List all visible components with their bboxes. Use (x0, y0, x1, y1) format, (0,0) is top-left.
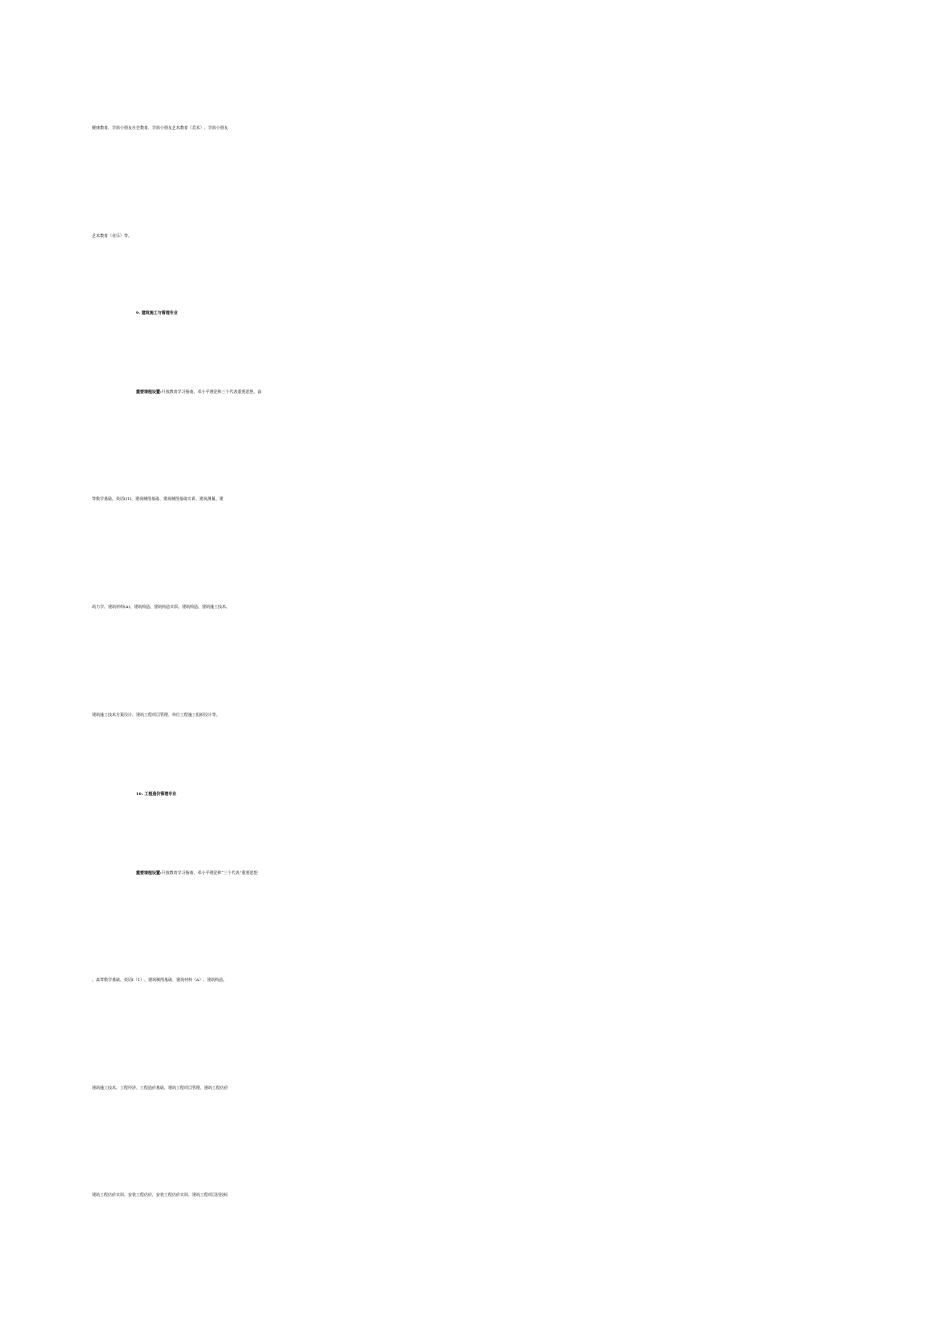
section10-body-line-1 (136, 859, 926, 887)
section9-heading: 9. 建筑施工与管理专业 (136, 310, 178, 315)
section8-body-line-1: 健康教育、学前小朋友社会教育、学前小朋友艺术教育（美术）、学前小朋友 (92, 125, 228, 130)
section9-course-text: 开放教育学习指南、邓小平理论和三个代表重要思想、高 (161, 389, 262, 394)
section10-body-line-4: 建筑工程估价实训、安装工程估价、安装工程估价实训、建筑工程项目招投标 (92, 1192, 228, 1197)
section9-body-line-1 (136, 378, 926, 406)
section10-course-label: 重要课程设置: (136, 870, 162, 875)
section9-course-label: 重要课程设置: (136, 389, 162, 394)
section9-body-line-4: 建筑施工技术方案设计、建筑工程项目管理、单位工程施工组织设计等。 (92, 712, 220, 717)
section9-body-line-3: 筑力学、建筑材料(A)、建筑构造、建筑构造实训、建筑构造、建筑施工技术、 (92, 604, 231, 609)
section10-body-line-2: 、高等数学基础、英语Ⅰ（1）、建筑制图基础、建筑材料（A）、建筑构造、 (92, 977, 228, 982)
section10-heading: 10. 工程造价管理专业 (136, 791, 177, 796)
section10-course-text: 开放教育学习指南、邓小平理论和“三个代表”重要思想 (161, 870, 258, 875)
section9-body-line-2: 等数学基础、英语Ⅰ(1)、建筑制图基础、建筑制图基础实训、建筑测量、建 (92, 496, 224, 501)
section10-body-line-3: 建筑施工技术、工程经济、工程造价基础、建筑工程项目管理、建筑工程估价 (92, 1085, 228, 1090)
section8-body-line-2: 艺术教育（音乐）等。 (92, 233, 132, 238)
